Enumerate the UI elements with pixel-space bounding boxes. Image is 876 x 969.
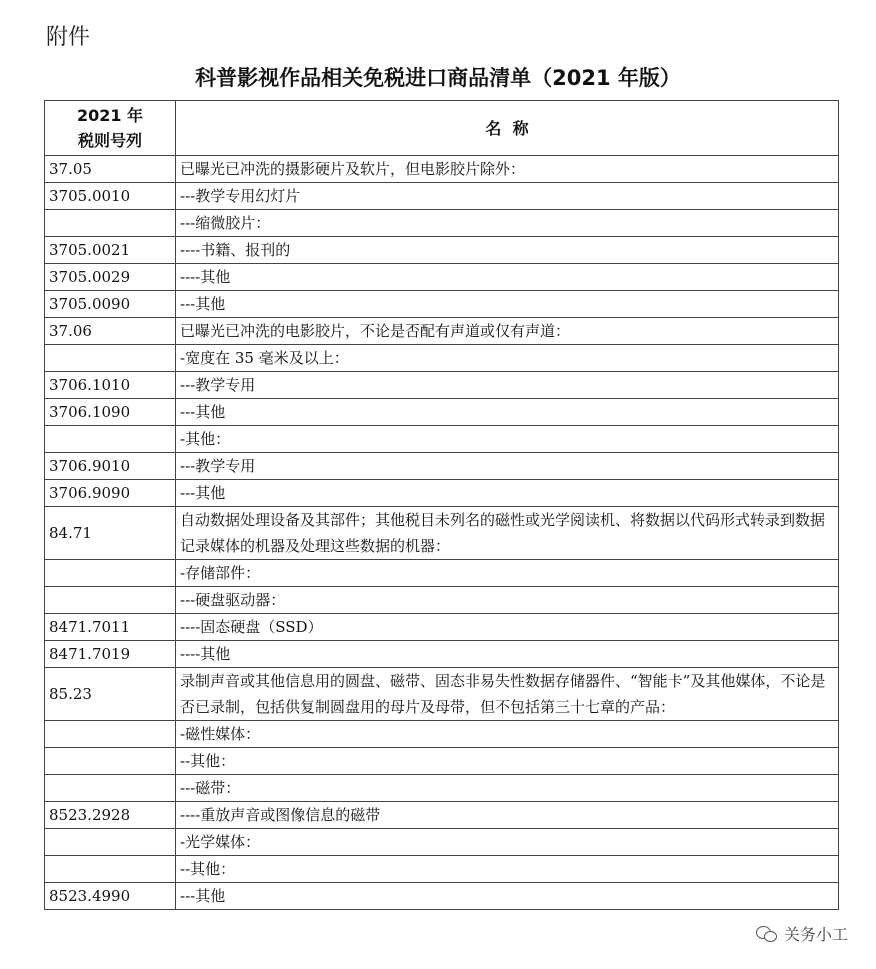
table-row bbox=[45, 264, 839, 291]
table-row bbox=[45, 802, 839, 829]
tariff-code-cell bbox=[45, 775, 176, 802]
table-row bbox=[45, 210, 839, 237]
tariff-code-cell: 3706.9090 bbox=[45, 480, 176, 507]
table-row bbox=[45, 156, 839, 183]
item-name-cell: ---其他 bbox=[176, 399, 839, 426]
item-name-cell: 已曝光已冲洗的摄影硬片及软片，但电影胶片除外： bbox=[176, 156, 839, 183]
tariff-code-cell bbox=[45, 748, 176, 775]
table-row bbox=[45, 829, 839, 856]
item-name-cell: ---教学专用 bbox=[176, 372, 839, 399]
item-name-cell: -光学媒体： bbox=[176, 829, 839, 856]
table-row bbox=[45, 183, 839, 210]
item-name-cell: -宽度在 35 毫米及以上： bbox=[176, 345, 839, 372]
table-row bbox=[45, 883, 839, 910]
tariff-code-cell: 37.05 bbox=[45, 156, 176, 183]
item-name-cell: ---教学专用幻灯片 bbox=[176, 183, 839, 210]
table-row bbox=[45, 614, 839, 641]
tariff-code-cell: 3706.9010 bbox=[45, 453, 176, 480]
table-row bbox=[45, 372, 839, 399]
tariff-code-cell bbox=[45, 210, 176, 237]
table-row bbox=[45, 560, 839, 587]
tariff-code-cell bbox=[45, 856, 176, 883]
table-row bbox=[45, 291, 839, 318]
tariff-code-cell bbox=[45, 829, 176, 856]
watermark-text: 关务小工 bbox=[783, 925, 848, 944]
item-name-cell: ---磁带： bbox=[176, 775, 839, 802]
tariff-code-cell bbox=[45, 426, 176, 453]
table-row bbox=[45, 507, 839, 560]
document-title: 科普影视作品相关免税进口商品清单（2021 年版） bbox=[195, 66, 681, 90]
attachment-label: 附件 bbox=[46, 25, 91, 50]
tariff-code-cell: 8471.7011 bbox=[45, 614, 176, 641]
item-name-cell: ----重放声音或图像信息的磁带 bbox=[176, 802, 839, 829]
tariff-code-cell: 8523.2928 bbox=[45, 802, 176, 829]
item-name-cell: ----其他 bbox=[176, 264, 839, 291]
table-row bbox=[45, 426, 839, 453]
item-name-cell: --其他： bbox=[176, 748, 839, 775]
tariff-code-cell: 3705.0010 bbox=[45, 183, 176, 210]
table-row bbox=[45, 237, 839, 264]
item-name-cell: ----其他 bbox=[176, 641, 839, 668]
header-name: 名 称 bbox=[176, 101, 839, 156]
header-tariff-code: 2021 年 税则号列 bbox=[45, 101, 176, 156]
item-name-cell: ---其他 bbox=[176, 291, 839, 318]
tariff-code-cell bbox=[45, 560, 176, 587]
tariff-code-cell: 8471.7019 bbox=[45, 641, 176, 668]
table-row bbox=[45, 641, 839, 668]
tariff-code-cell: 3705.0021 bbox=[45, 237, 176, 264]
tariff-code-cell: 8523.4990 bbox=[45, 883, 176, 910]
tariff-table bbox=[44, 100, 839, 910]
watermark bbox=[756, 922, 848, 945]
table-row bbox=[45, 453, 839, 480]
tariff-code-cell: 3706.1090 bbox=[45, 399, 176, 426]
table-row bbox=[45, 721, 839, 748]
item-name-cell: 录制声音或其他信息用的圆盘、磁带、固态非易失性数据存储器件、“智能卡”及其他媒体，不论是否已录制，包括供复制圆盘用的母片及母带，但不包括第三十七章的产品： bbox=[176, 668, 839, 721]
item-name-cell: -磁性媒体： bbox=[176, 721, 839, 748]
item-name-cell: 自动数据处理设备及其部件；其他税目未列名的磁性或光学阅读机、将数据以代码形式转录到数据记录媒体的机器及处理这些数据的机器： bbox=[176, 507, 839, 560]
table-row bbox=[45, 345, 839, 372]
tariff-code-cell bbox=[45, 721, 176, 748]
tariff-code-cell: 3706.1010 bbox=[45, 372, 176, 399]
tariff-code-cell: 85.23 bbox=[45, 668, 176, 721]
item-name-cell: -其他： bbox=[176, 426, 839, 453]
item-name-cell: -存储部件： bbox=[176, 560, 839, 587]
table-row bbox=[45, 399, 839, 426]
tariff-code-cell: 3705.0090 bbox=[45, 291, 176, 318]
tariff-code-cell bbox=[45, 345, 176, 372]
item-name-cell: ---硬盘驱动器： bbox=[176, 587, 839, 614]
tariff-code-cell: 84.71 bbox=[45, 507, 176, 560]
item-name-cell: 已曝光已冲洗的电影胶片，不论是否配有声道或仅有声道： bbox=[176, 318, 839, 345]
item-name-cell: ----固态硬盘（SSD） bbox=[176, 614, 839, 641]
item-name-cell: ----书籍、报刊的 bbox=[176, 237, 839, 264]
table-row bbox=[45, 775, 839, 802]
item-name-cell: ---其他 bbox=[176, 883, 839, 910]
table-header-row bbox=[45, 101, 839, 156]
table-row bbox=[45, 856, 839, 883]
tariff-code-cell: 3705.0029 bbox=[45, 264, 176, 291]
item-name-cell: ---其他 bbox=[176, 480, 839, 507]
table-row bbox=[45, 318, 839, 345]
item-name-cell: ---缩微胶片： bbox=[176, 210, 839, 237]
table-row bbox=[45, 587, 839, 614]
wechat-icon bbox=[756, 926, 778, 942]
table-row bbox=[45, 480, 839, 507]
tariff-code-cell: 37.06 bbox=[45, 318, 176, 345]
table-row bbox=[45, 748, 839, 775]
item-name-cell: ---教学专用 bbox=[176, 453, 839, 480]
item-name-cell: --其他： bbox=[176, 856, 839, 883]
table-row bbox=[45, 668, 839, 721]
tariff-code-cell bbox=[45, 587, 176, 614]
